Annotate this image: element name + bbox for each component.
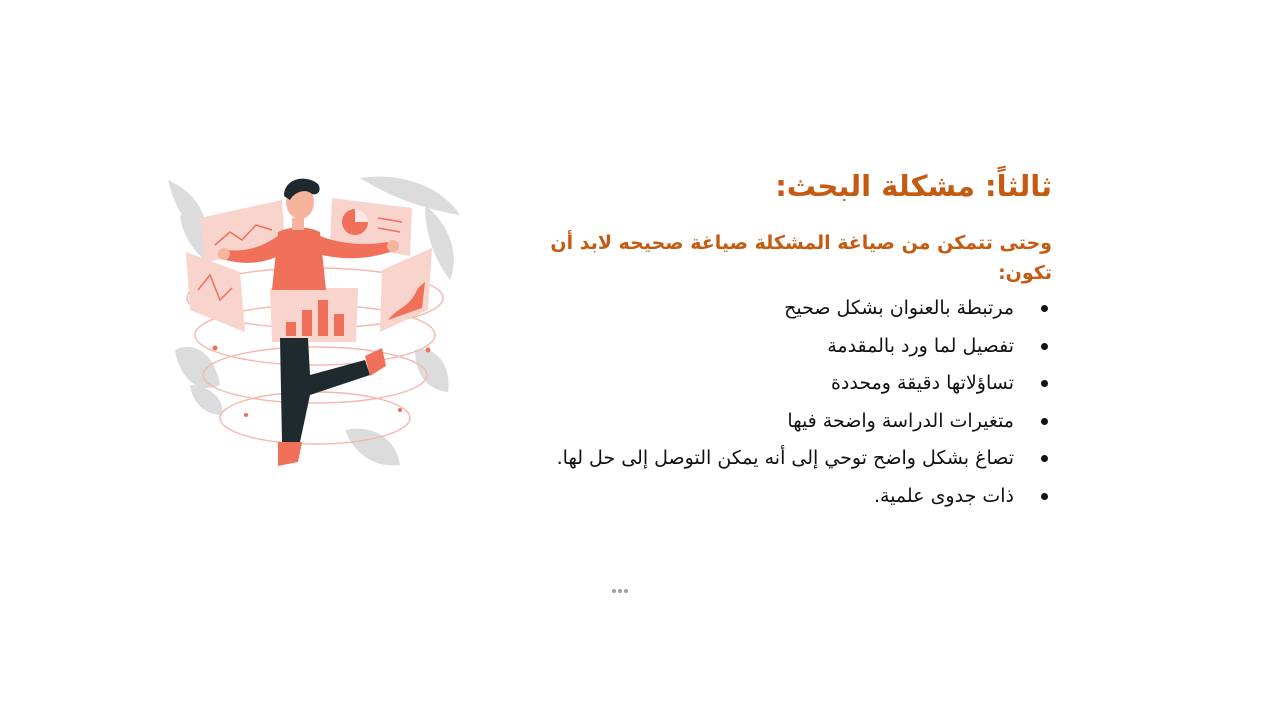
man-with-floating-charts-illustration	[160, 170, 470, 470]
bullet-dot-icon	[1041, 493, 1048, 500]
floating-panel-right	[380, 248, 432, 332]
bullet-item	[492, 290, 1052, 328]
more-dots-icon[interactable]	[612, 589, 628, 593]
slide-content	[492, 160, 1052, 515]
bullet-dot-icon	[1041, 455, 1048, 462]
bullet-text: تساؤلاتها دقيقة ومحددة	[830, 372, 1014, 394]
bullet-dot-icon	[1041, 418, 1048, 425]
bullet-text: متغيرات الدراسة واضحة فيها	[787, 409, 1014, 432]
bullet-text: تصاغ بشكل واضح توحي إلى أنه يمكن التوصل إلى حل لها.	[556, 447, 1014, 469]
floating-panel-left	[186, 252, 245, 332]
bullet-text: ذات جدوى علمية.	[873, 484, 1014, 507]
bullet-item	[492, 478, 1052, 516]
bullet-item	[492, 365, 1052, 403]
bullet-dot-icon	[1041, 380, 1048, 387]
bullet-text: مرتبطة بالعنوان بشكل صحيح	[784, 297, 1014, 319]
bullet-item	[492, 328, 1052, 366]
slide-subtitle: وحتى تتمكن من صياغة المشكلة صياغة صحيحه لابد أن تكون:	[550, 232, 1052, 284]
bullet-list	[492, 290, 1052, 515]
bullet-dot-icon	[1041, 343, 1048, 350]
bullet-item	[492, 440, 1052, 478]
floating-panel-bottom-bar-chart	[270, 288, 358, 342]
bullet-text: تفصيل لما ورد بالمقدمة	[827, 334, 1014, 357]
bullet-item	[492, 403, 1052, 441]
bullet-dot-icon	[1041, 305, 1048, 312]
slide-title: ثالثاً: مشكلة البحث:	[775, 169, 1052, 203]
